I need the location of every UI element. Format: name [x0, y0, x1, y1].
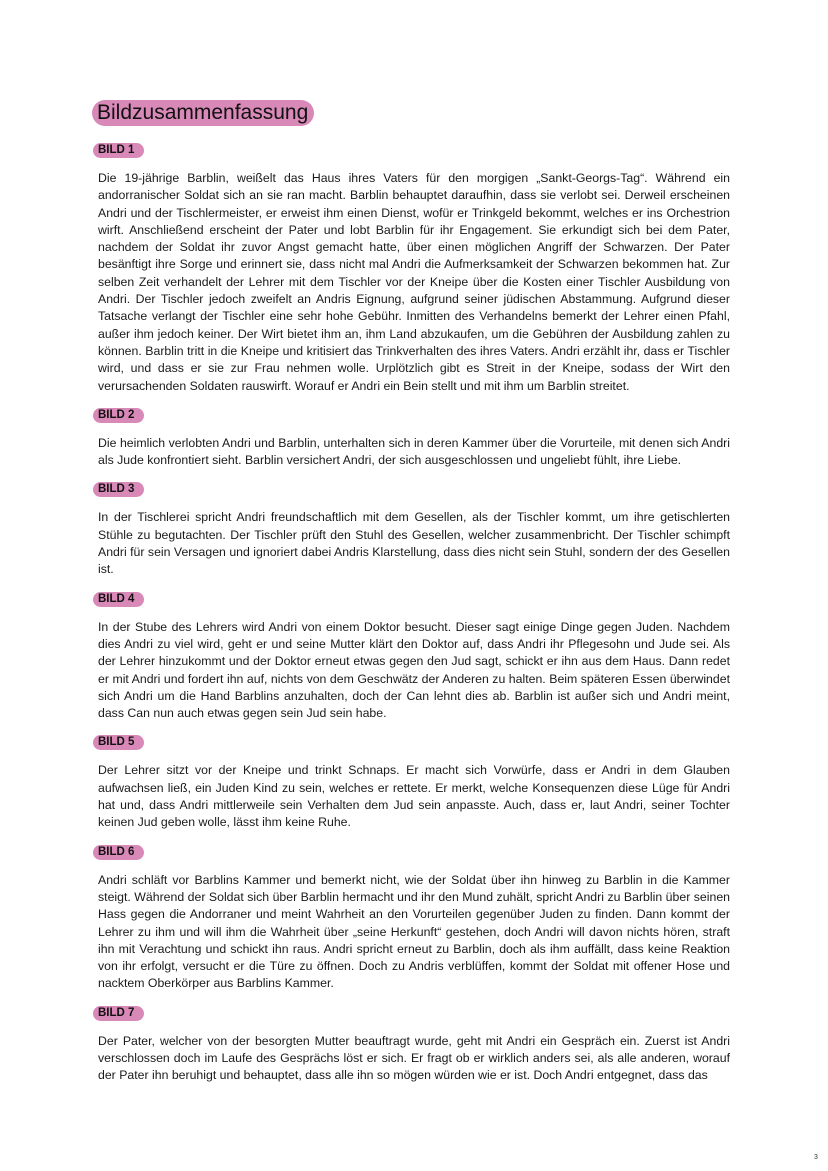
section-bild-2	[98, 405, 730, 470]
section-label: BILD 4	[93, 592, 144, 607]
page-number: 3	[814, 1154, 818, 1161]
section-text: In der Stube des Lehrers wird Andri von einem Doktor besucht. Dieser sagt einige Dinge gegen Juden. Nachdem dies Andri zu viel wird, geht er und seine Mutter klärt den Doktor auf, dass Andri ihr Pflegesohn und Jude sei. Als der Lehrer hinzukommt und der Doktor erneut etwas gegen den Jud sagt, schickt er ihn aus dem Haus. Dann redet er mit Andri und fordert ihn auf, nichts von dem Geschwätz der Anderen zu halten. Beim späteren Essen überwindet sich Andri um die Hand Barblins anzuhalten, doch der Can lehnt dies ab. Barblin ist außer sich und Andri meint, dass Can nun auch etwas gegen sein Jud sein habe.	[98, 619, 730, 721]
section-bild-7	[98, 1003, 730, 1085]
section-bild-6	[98, 842, 730, 993]
section-bild-1	[98, 140, 730, 395]
section-text: Die heimlich verlobten Andri und Barblin, unterhalten sich in deren Kammer über die Vorurteile, mit denen sich Andri als Jude konfrontiert sieht. Barblin versichert Andri, der sich ausgeschlossen und ungeliebt fühlt, ihre Liebe.	[98, 435, 730, 468]
section-text: In der Tischlerei spricht Andri freundschaftlich mit dem Gesellen, als der Tischler kommt, um ihre getischlerten Stühle zu begutachten. Der Tischler prüft den Stuhl des Gesellen, welcher zusammenbricht. Der Tischler schimpft Andri für sein Versagen und ignoriert dabei Andris Klarstellung, dass dies nicht sein Stuhl, sondern der des Gesellen ist.	[98, 510, 730, 577]
section-text: Der Lehrer sitzt vor der Kneipe und trinkt Schnaps. Er macht sich Vorwürfe, dass er Andri in dem Glauben aufwachsen ließ, ein Juden Kind zu sein, welches er rettete. Er merkt, welche Konsequenzen diese Lüge für Andri hat und, dass Andri mittlerweile sein Verhalten dem Jud sein anpasste. Auch, dass er, laut Andri, seiner Tochter keinen Jud geben wolle, lässt ihm keine Ruhe.	[98, 763, 730, 830]
section-label: BILD 6	[93, 845, 144, 860]
section-text: Der Pater, welcher von der besorgten Mutter beauftragt wurde, geht mit Andri ein Gespräch ein. Zuerst ist Andri verschlossen doch im Laufe des Gesprächs löst er sich. Er fragt ob er wirklich anders sei, als alle anderen, worauf der Pater ihn beruhigt und behauptet, dass alle ihn so mögen würden wie er ist. Doch Andri entgegnet, dass das	[98, 1033, 730, 1083]
section-label: BILD 7	[93, 1006, 144, 1021]
section-bild-4	[98, 589, 730, 723]
section-bild-3	[98, 479, 730, 578]
section-bild-5	[98, 732, 730, 831]
page-title: Bildzusammenfassung	[92, 100, 314, 126]
section-text: Andri schläft vor Barblins Kammer und bemerkt nicht, wie der Soldat über ihn hinweg zu Barblin in die Kammer steigt. Während der Soldat sich über Barblin hermacht und ihr den Mund zuhält, spricht Andri zu Barblin über seinen Hass gegen die Andorraner und meint Wahrheit an den Vorurteilen gegenüber Juden zu finden. Dann kommt der Lehrer zu ihm und will ihm die Wahrheit über „seine Herkunft“ gestehen, doch Andri will davon nichts hören, straft ihn mit Verachtung und schickt ihn raus. Andri spricht erneut zu Barblin, doch als ihm auffällt, dass keine Reaktion von ihr erfolgt, versucht er die Türe zu öffnen. Doch zu Andris verblüffen, kommt der Soldat mit offener Hose und nacktem Oberkörper aus Barblins Kammer.	[98, 872, 730, 991]
section-label: BILD 3	[93, 482, 144, 497]
section-label: BILD 2	[93, 408, 144, 423]
section-label: BILD 5	[93, 735, 144, 750]
section-text: Die 19-jährige Barblin, weißelt das Haus ihres Vaters für den morgigen „Sankt-Georgs-Tag“. Während ein andorranischer Soldat sich an sie ran macht. Barblin behauptet daraufhin, dass sie verlobt sei. Derweil erscheinen Andri und der Tischlermeister, er erweist ihm einen Dienst, wofür er Trinkgeld bekommt, welches er ins Orchestrion wirft. Anschließend erscheint der Pater und lobt Barblin für ihr Engagement. Sie erkundigt sich bei dem Pater, nachdem der Soldat ihr zuvor Angst gemacht hatte, über einen möglichen Angriff der Schwarzen. Der Pater besänftigt ihre Sorge und erinnert sie, dass nicht mal Andri die Aufmerksamkeit der Schwarzen bekommen hat. Zur selben Zeit verhandelt der Lehrer mit dem Tischler vor der Kneipe über die Kosten einer Tischler Ausbildung von Andri. Der Tischler jedoch zweifelt an Andris Eignung, aufgrund seiner jüdischen Abstammung. Aufgrund dieser Tatsache verlangt der Tischler eine sehr hohe Gebühr. Inmitten des Verhandelns bemerkt der Lehrer einen Pfahl, außer ihm jedoch keiner. Der Wirt bietet ihm an, ihm Land abzukaufen, um die Gebühren der Ausbildung zahlen zu können. Barblin tritt in die Kneipe und kritisiert das Trinkverhalten des ihres Vaters. Andri erzählt ihr, dass er Tischler wird, und dass er sie zur Frau nehmen wolle. Urplötzlich gibt es Streit in der Kneipe, sodass der Wirt den verursachenden Soldaten rauswirft. Worauf er Andri ein Bein stellt und mit ihm um Barblin streitet.	[98, 171, 730, 393]
document-page	[98, 100, 730, 1095]
section-label: BILD 1	[93, 143, 144, 158]
